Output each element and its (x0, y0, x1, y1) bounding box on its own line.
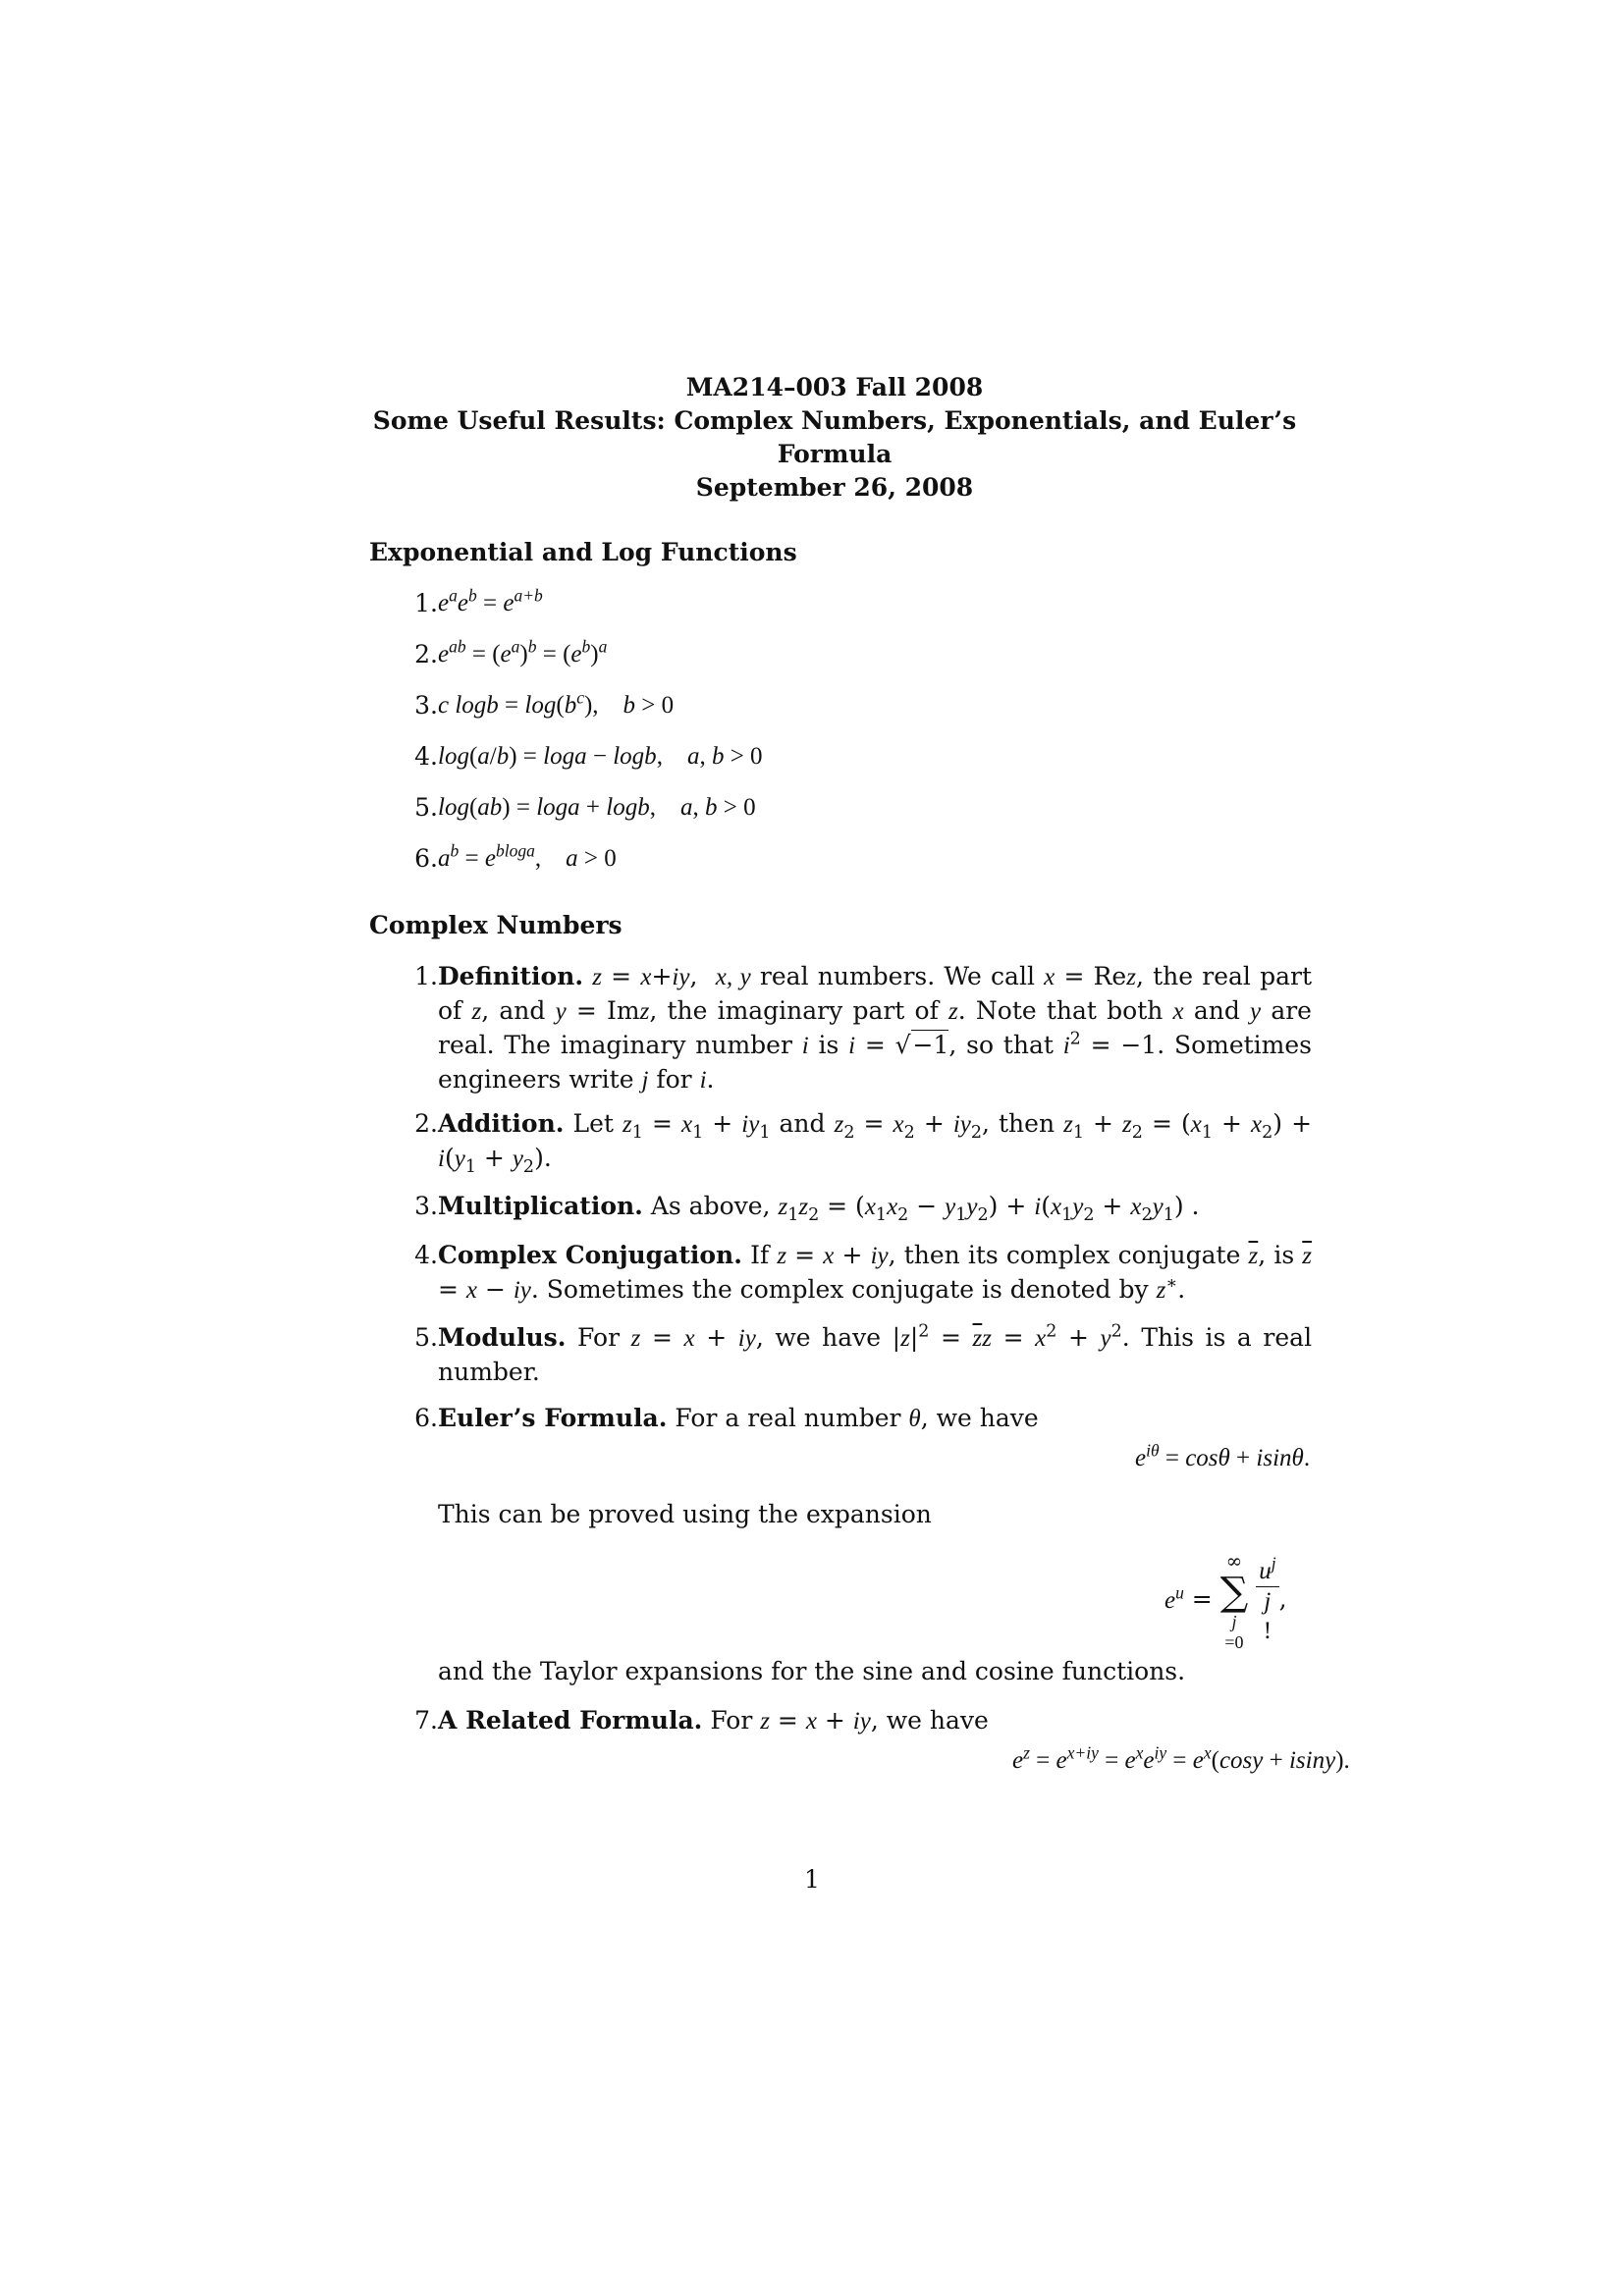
title-line-2: Formula (777, 440, 893, 468)
related-formula-display: $e^z = e^{x+iy} = e^xe^{iy} = e^x(\cos y + isiny)$. (1012, 1742, 1350, 1774)
formula: c $\log b = \log(b^c)$, b > 0 (438, 687, 675, 719)
exp-series-display: $e^u$ = ∞ ∑ j =0 $u^j$ j ! , (1164, 1549, 1287, 1652)
section-heading-exp-log: Exponential and Log Functions (369, 538, 797, 566)
title-block (353, 371, 1316, 505)
date-line: September 26, 2008 (695, 473, 974, 502)
section-heading-complex: Complex Numbers (369, 911, 623, 939)
document-page: MA214–003 Fall 2008 Some Useful Results: Complex Numbers, Exponentials, and Euler’s Formula September 26, 2008 Exponential and Log Functions 1. $e^ae^b = e^{a+b}$ 2. $e^{ab} = (e^a)^b = (e^b)^a$ 3. c $\log b = \log(b^c)$, b > 0 4. log(a/b) = loga − logb, a, b > 0 5. log(ab) = loga + logb, a, b > 0 6. $a^b = e^{bloga}$, a > 0 Complex Numbers 1. Definition. z = x+iy, x, y real numbers. We call x = Rez, the real part of z, and y = Imz, the imaginary part of z. Note that both x and y are real. The imaginary number i is i = √−1, so that $i^2 = -1$. Sometimes engineers write j for i. 2. Addition. Let $z_1 = x_1 + iy_1$ and $z_2 = x_2 + iy_2$, then $z_1 + z_2 = (x_1 + x_2) + i(y_1 + y_2)$. 3. Multiplication. As above, $z_1z_2 = (x_1x_2 - y_1y_2) + i(x_1y_2 + x_2y_1)$ . 4. Complex Conjugation. If z = x + iy, then its complex conjugate $\overline{z}$, is $\overline{z} = x$ − iy. Sometimes the complex conjugate is denoted by z∗. 5. Modulus. For z = x + iy, we have $|z|^2 = \overline{z}z = x^2 + y^2$. This is a real number. 6. Euler’s Formula. For a real number θ, we have $e^{i\theta} = \cos\theta + isin\theta$. This can be proved using the expansion $e^u$ = ∞ ∑ j =0 $u^j$ j ! , and the Taylor expansions for the sine and cosine functions. 7. A Related Formula. For z = x + iy, we have $e^z = e^{x+iy} = e^xe^{iy} = e^x(\cos y + isiny)$. 1 (0, 0, 1624, 2296)
formula: log(a/b) = loga − logb, a, b > 0 (438, 743, 763, 770)
page-number: 1 (804, 1865, 820, 1894)
formula: $e^{ab} = (e^a)^b = (e^b)^a$ (438, 636, 608, 667)
formula: $e^ae^b = e^{a+b}$ (438, 585, 543, 616)
euler-formula-display: $e^{i\theta} = \cos\theta + isin\theta$. (1135, 1440, 1311, 1471)
formula: log(ab) = loga + logb, a, b > 0 (438, 794, 756, 821)
formula: $a^b = e^{bloga}$, a > 0 (438, 840, 617, 872)
course-line: MA214–003 Fall 2008 (685, 373, 984, 401)
title-line-1: Some Useful Results: Complex Numbers, Exponentials, and Euler’s (372, 406, 1297, 435)
